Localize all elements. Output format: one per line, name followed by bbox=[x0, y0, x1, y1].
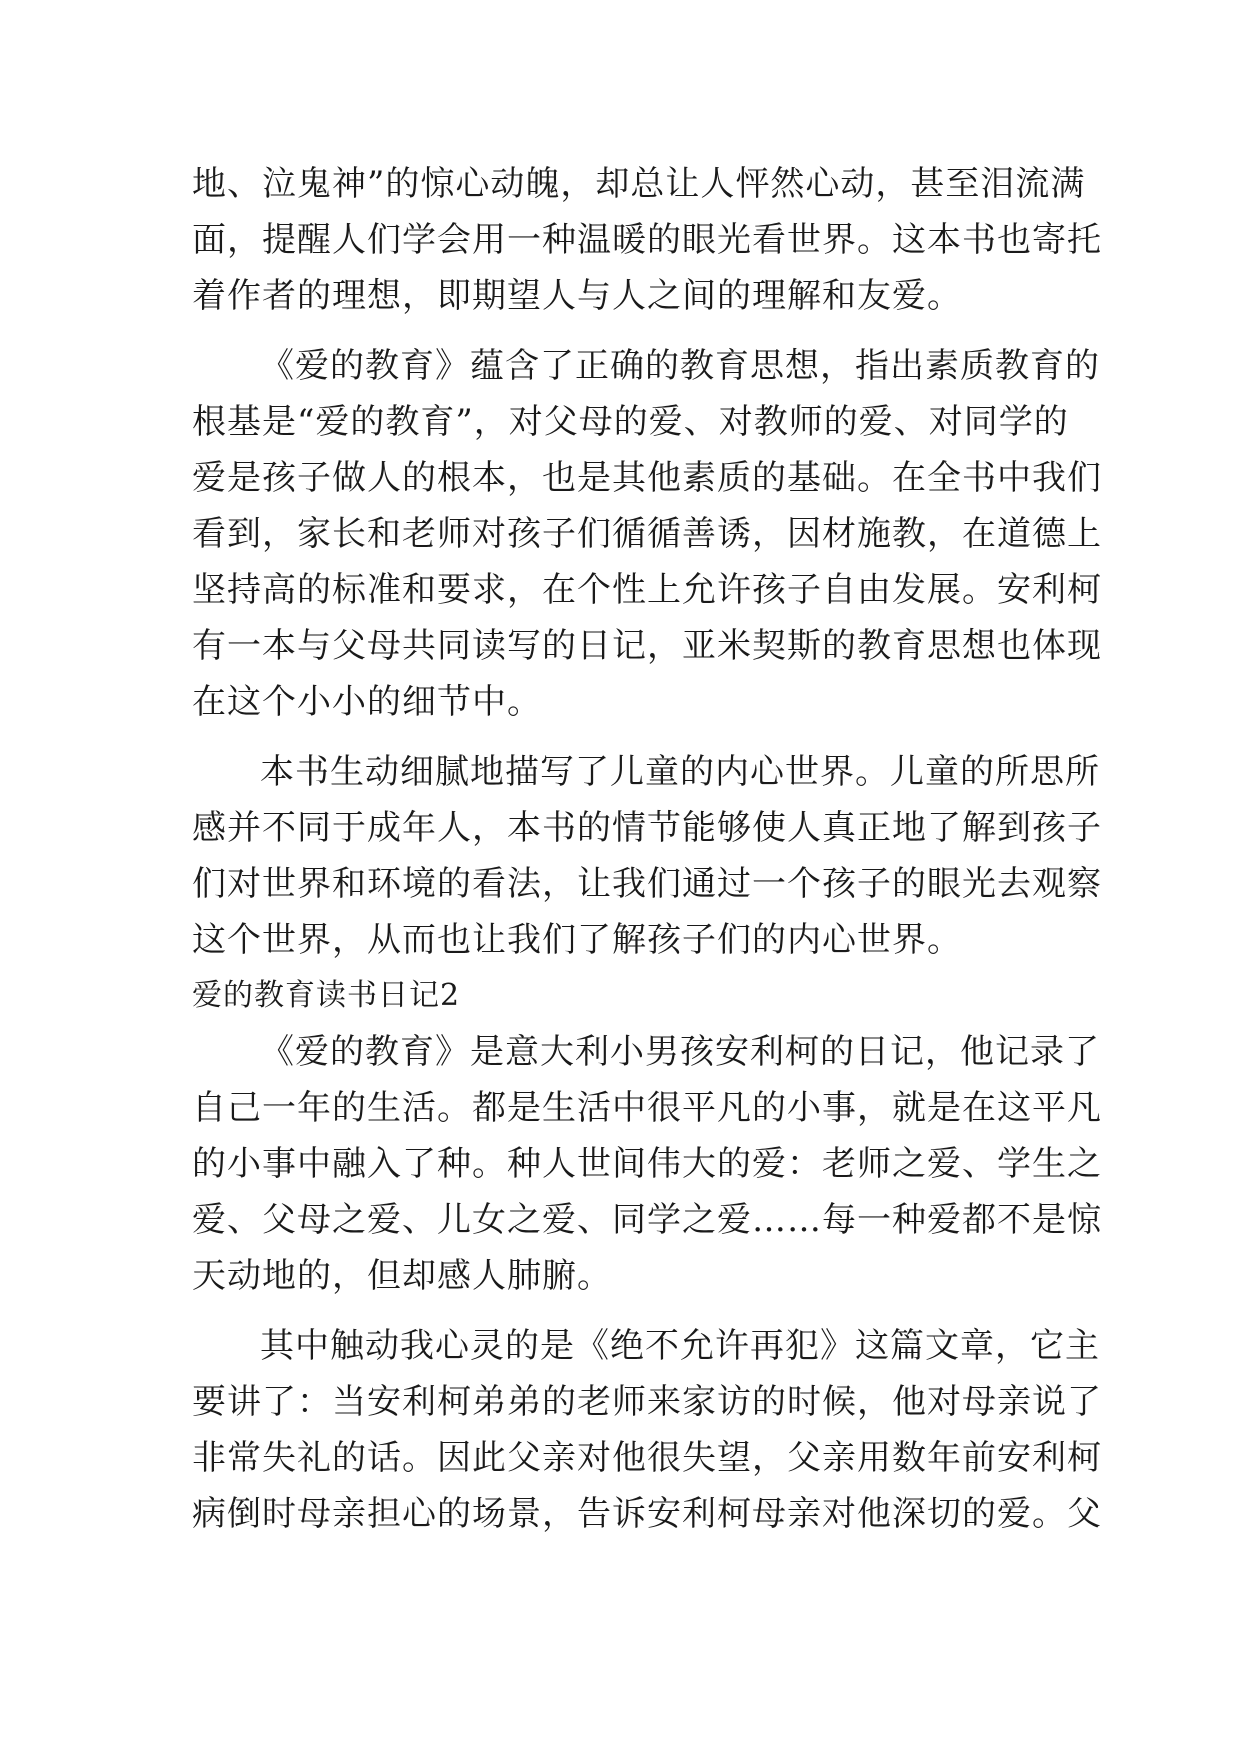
text-line: 《爱的教育》蕴含了正确的教育思想，指出素质教育的 bbox=[260, 346, 1100, 386]
text-line: 的小事中融入了种。种人世间伟大的爱：老师之爱、学生之 bbox=[192, 1144, 1102, 1184]
text-line: 爱是孩子做人的根本，也是其他素质的基础。在全书中我们 bbox=[192, 458, 1102, 498]
text-line: 看到，家长和老师对孩子们循循善诱，因材施教，在道德上 bbox=[192, 514, 1102, 554]
text-line: 其中触动我心灵的是《绝不允许再犯》这篇文章，它主 bbox=[260, 1326, 1100, 1366]
paragraph bbox=[192, 156, 1102, 324]
text-line: 感并不同于成年人，本书的情节能够使人真正地了解到孩子 bbox=[192, 808, 1102, 848]
section-heading: 爱的教育读书日记2 bbox=[192, 978, 461, 1013]
text-line: 爱、父母之爱、儿女之爱、同学之爱……每一种爱都不是惊 bbox=[192, 1200, 1102, 1240]
paragraph bbox=[192, 1318, 1102, 1542]
paragraph bbox=[192, 1024, 1102, 1304]
text-line: 有一本与父母共同读写的日记，亚米契斯的教育思想也体现 bbox=[192, 626, 1102, 666]
text-line: 在这个小小的细节中。 bbox=[192, 682, 542, 722]
text-line: 非常失礼的话。因此父亲对他很失望，父亲用数年前安利柯 bbox=[192, 1438, 1102, 1478]
text-line: 这个世界，从而也让我们了解孩子们的内心世界。 bbox=[192, 920, 962, 960]
text-line: 天动地的，但却感人肺腑。 bbox=[192, 1256, 612, 1296]
text-line: 着作者的理想，即期望人与人之间的理解和友爱。 bbox=[192, 276, 962, 316]
text-line: 地、泣鬼神”的惊心动魄，却总让人怦然心动，甚至泪流满 bbox=[192, 164, 1086, 204]
text-line: 自己一年的生活。都是生活中很平凡的小事，就是在这平凡 bbox=[192, 1088, 1102, 1128]
text-line: 要讲了：当安利柯弟弟的老师来家访的时候，他对母亲说了 bbox=[192, 1382, 1102, 1422]
document-page bbox=[192, 156, 1102, 1542]
text-line: 面，提醒人们学会用一种温暖的眼光看世界。这本书也寄托 bbox=[192, 220, 1102, 260]
text-line: 本书生动细腻地描写了儿童的内心世界。儿童的所思所 bbox=[260, 752, 1100, 792]
text-line: 根基是“爱的教育”，对父母的爱、对教师的爱、对同学的 bbox=[192, 402, 1069, 442]
text-line: 们对世界和环境的看法，让我们通过一个孩子的眼光去观察 bbox=[192, 864, 1102, 904]
text-line: 《爱的教育》是意大利小男孩安利柯的日记，他记录了 bbox=[260, 1032, 1100, 1072]
paragraph bbox=[192, 338, 1102, 730]
paragraph bbox=[192, 744, 1102, 968]
text-line: 坚持高的标准和要求，在个性上允许孩子自由发展。安利柯 bbox=[192, 570, 1102, 610]
text-line: 病倒时母亲担心的场景，告诉安利柯母亲对他深切的爱。父 bbox=[192, 1494, 1102, 1534]
